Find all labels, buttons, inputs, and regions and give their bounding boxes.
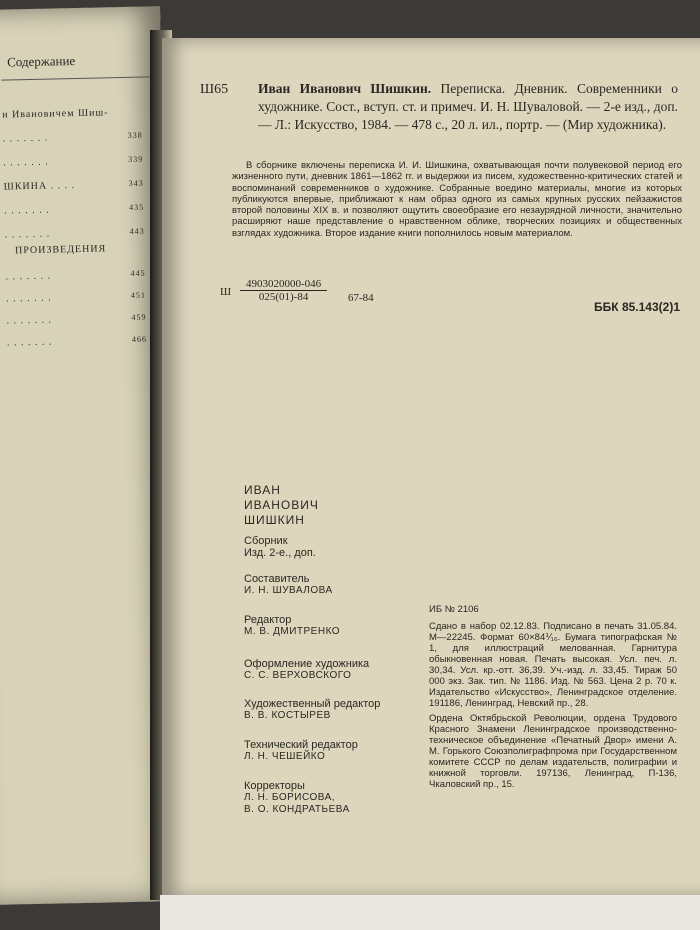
author-line: ИВАНОВИЧ — [244, 498, 319, 512]
background-strip — [160, 895, 700, 930]
credit-label: Художественный редактор — [244, 698, 381, 710]
credit-editor — [244, 614, 340, 638]
credit-value: С. С. ВЕРХОВСКОГО — [244, 670, 352, 681]
contents-line: . . . . . . . 443 — [4, 226, 145, 241]
credit-compiler — [244, 573, 333, 597]
credit-label: Сборник — [244, 535, 288, 547]
index-top: 4903020000-046 — [240, 278, 327, 291]
author-block — [244, 483, 319, 528]
right-page — [162, 38, 700, 898]
index-tail: 67-84 — [348, 292, 374, 304]
entry-text: Переписка. Дневник. Современники о художнике. Сост., вступ. ст. и примеч. И. Н. Шуваловой. — 2-е изд., доп. — Л.: Искусство, 1984. — 478 с., 20 л. ил., портр. — (Мир художника). — [258, 81, 678, 132]
contents-line: . . . . . . . 435 — [4, 202, 145, 217]
credit-value: М. В. ДМИТРЕНКО — [244, 626, 341, 637]
contents-line: . . . . . . . 339 — [3, 154, 144, 169]
credit-value: В. В. КОСТЫРЕВ — [244, 710, 331, 721]
contents-line: . . . . . . . 466 — [6, 334, 148, 349]
contents-rule — [1, 76, 151, 80]
credit-label: Технический редактор — [244, 739, 358, 751]
contents-line: и Ивановичем Шиш- — [2, 107, 109, 121]
credit-value: В. О. КОНДРАТЬЕВА — [244, 804, 350, 815]
credit-collection — [244, 535, 316, 559]
entry-author: Иван Иванович Шишкин. — [258, 81, 432, 96]
credit-design — [244, 658, 369, 682]
imprint-paragraph: Ордена Октябрьской Революции, ордена Трудового Красного Знамени Ленинградское производственно-техническое объединение «Печатный Двор» имени А. М. Горького Союзполиграфпрома при Государственном комитете СССР по делам издательств, полиграфии и книжной торговли. 197136, Ленинград, П-136, Чкаловский пр., 15. — [429, 713, 677, 790]
contents-line: . . . . . . . 338 — [2, 130, 143, 145]
credit-proofreaders — [244, 780, 350, 816]
imprint-ib: ИБ № 2106 — [429, 604, 479, 615]
author-line: ИВАН — [244, 483, 281, 497]
credit-label: Корректоры — [244, 780, 305, 792]
contents-title: Содержание — [6, 53, 76, 70]
contents-line: ПРОИЗВЕДЕНИЯ — [14, 243, 107, 257]
contents-line: ШКИНА . . . . 343 — [3, 178, 144, 193]
index-letter: Ш — [220, 286, 232, 298]
imprint-block — [429, 604, 677, 794]
credit-label: Редактор — [244, 614, 292, 626]
credit-value: Л. Н. БОРИСОВА, — [244, 792, 336, 803]
credit-label: Составитель — [244, 573, 310, 585]
credit-label: Оформление художника — [244, 658, 370, 670]
credit-value: Л. Н. ЧЕШЕЙКО — [244, 751, 326, 762]
credit-value: Изд. 2-е., доп. — [244, 547, 316, 559]
index-bottom: 025(01)-84 — [258, 291, 309, 303]
credit-value: И. Н. ШУВАЛОВА — [244, 585, 333, 596]
imprint-paragraph: Сдано в набор 02.12.83. Подписано в печать 31.05.84. М—22245. Формат 60×84⅟₁₆. Бумага типографская № 1, для иллюстраций мелованная. Гарнитура обыкновенная новая. Печать высокая. Усл. печ. л. 30,34. Усл. кр.-отт. 36,39. Уч.-изд. л. 33,45. Тираж 50 000 экз. Зак. тип. № 1186. Изд. № 563. Цена 2 р. 70 к. Издательство «Искусство», Ленинградское отделение. 191186, Ленинград, Невский пр., 28. — [429, 621, 677, 709]
annotation: В сборнике включены переписка И. И. Шишкина, охватывающая почти полувековой период его жизненного пути, дневник 1861—1862 гг. и выдержки из писем, художественно-критических статей и воспоминаний современников о художнике. Собранные воедино материалы, многие из которых публикуются впервые, приближают к нам образ одного из самых крупных русских пейзажистов второй половины XIX в. и позволяют ощутить своеобразие его незаурядной личности, значительно расширяют наше представление о нравственном облике, творческих позициях и общественных взглядах художника. Второе издание книги пополнилось новым материалом. — [232, 160, 682, 239]
contents-line: . . . . . . . 459 — [6, 312, 147, 327]
index-fraction — [240, 278, 327, 303]
catalog-index — [220, 278, 680, 318]
credit-art-editor — [244, 698, 380, 722]
credit-tech-editor — [244, 739, 358, 763]
contents-line: . . . . . . . 451 — [5, 290, 147, 305]
bibliographic-entry — [258, 80, 678, 134]
bbk-code: ББК 85.143(2)1 — [594, 300, 680, 314]
author-line: ШИШКИН — [244, 513, 305, 527]
classification-code: Ш65 — [200, 82, 229, 97]
contents-line: . . . . . . . 445 — [5, 268, 146, 283]
